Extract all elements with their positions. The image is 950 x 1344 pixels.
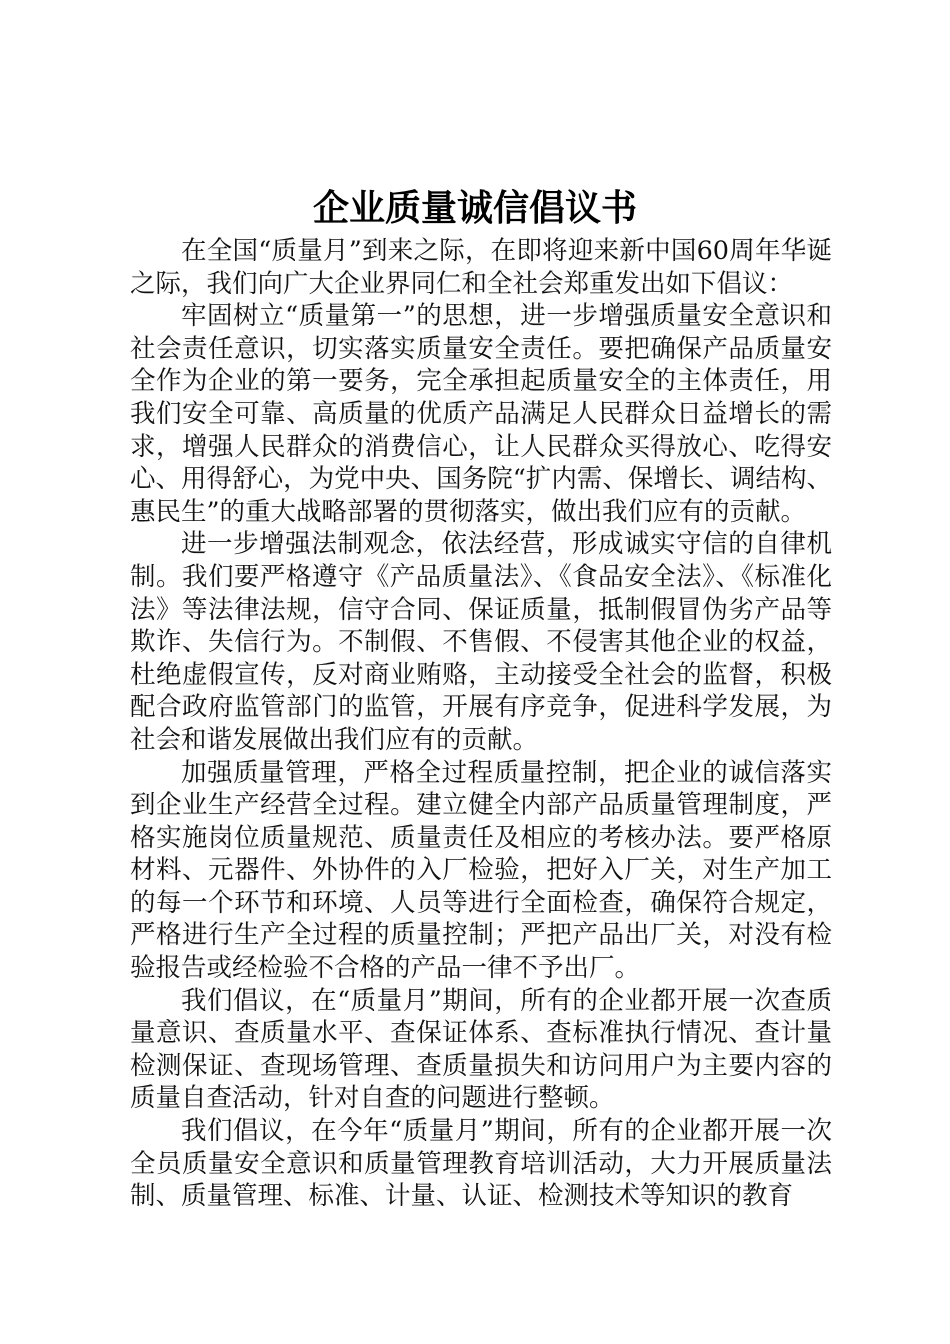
document-body	[130, 235, 832, 1213]
paragraph-training: 我们倡议，在今年“质量月”期间，所有的企业都开展一次全员质量安全意识和质量管理教育培训活动，大力开展质量法制、质量管理、标准、计量、认证、检测技术等知识的教育	[130, 1116, 832, 1212]
paragraph-self-inspection: 我们倡议，在“质量月”期间，所有的企业都开展一次查质量意识、查质量水平、查保证体系、查标准执行情况、查计量检测保证、查现场管理、查质量损失和访问用户为主要内容的质量自查活动，针对自查的问题进行整顿。	[130, 985, 832, 1114]
paragraph-quality-first: 牢固树立“质量第一”的思想，进一步增强质量安全意识和社会责任意识，切实落实质量安全责任。要把确保产品质量安全作为企业的第一要务，完全承担起质量安全的主体责任，用我们安全可靠、高质量的优质产品满足人民群众日益增长的需求，增强人民群众的消费信心，让人民群众买得放心、吃得安心、用得舒心，为党中央、国务院“扩内需、保增长、调结构、惠民生”的重大战略部署的贯彻落实，做出我们应有的贡献。	[130, 301, 832, 527]
paragraph-legal-awareness: 进一步增强法制观念，依法经营，形成诚实守信的自律机制。我们要严格遵守《产品质量法》、《食品安全法》、《标准化法》等法律法规，信守合同、保证质量，抵制假冒伪劣产品等欺诈、失信行为。不制假、不售假、不侵害其他企业的权益，杜绝虚假宣传，反对商业贿赂，主动接受全社会的监督，积极配合政府监管部门的监管，开展有序竞争，促进科学发展，为社会和谐发展做出我们应有的贡献。	[130, 529, 832, 755]
paragraph-intro: 在全国“质量月”到来之际，在即将迎来新中国60周年华诞之际，我们向广大企业界同仁和全社会郑重发出如下倡议：	[130, 236, 832, 299]
paragraph-quality-management: 加强质量管理，严格全过程质量控制，把企业的诚信落实到企业生产经营全过程。建立健全内部产品质量管理制度，严格实施岗位质量规范、质量责任及相应的考核办法。要严格原材料、元器件、外协件的入厂检验，把好入厂关，对生产加工的每一个环节和环境、人员等进行全面检查，确保符合规定，严格进行生产全过程的质量控制；严把产品出厂关，对没有检验报告或经检验不合格的产品一律不予出厂。	[130, 757, 832, 984]
document-title: 企业质量诚信倡议书	[312, 187, 637, 229]
